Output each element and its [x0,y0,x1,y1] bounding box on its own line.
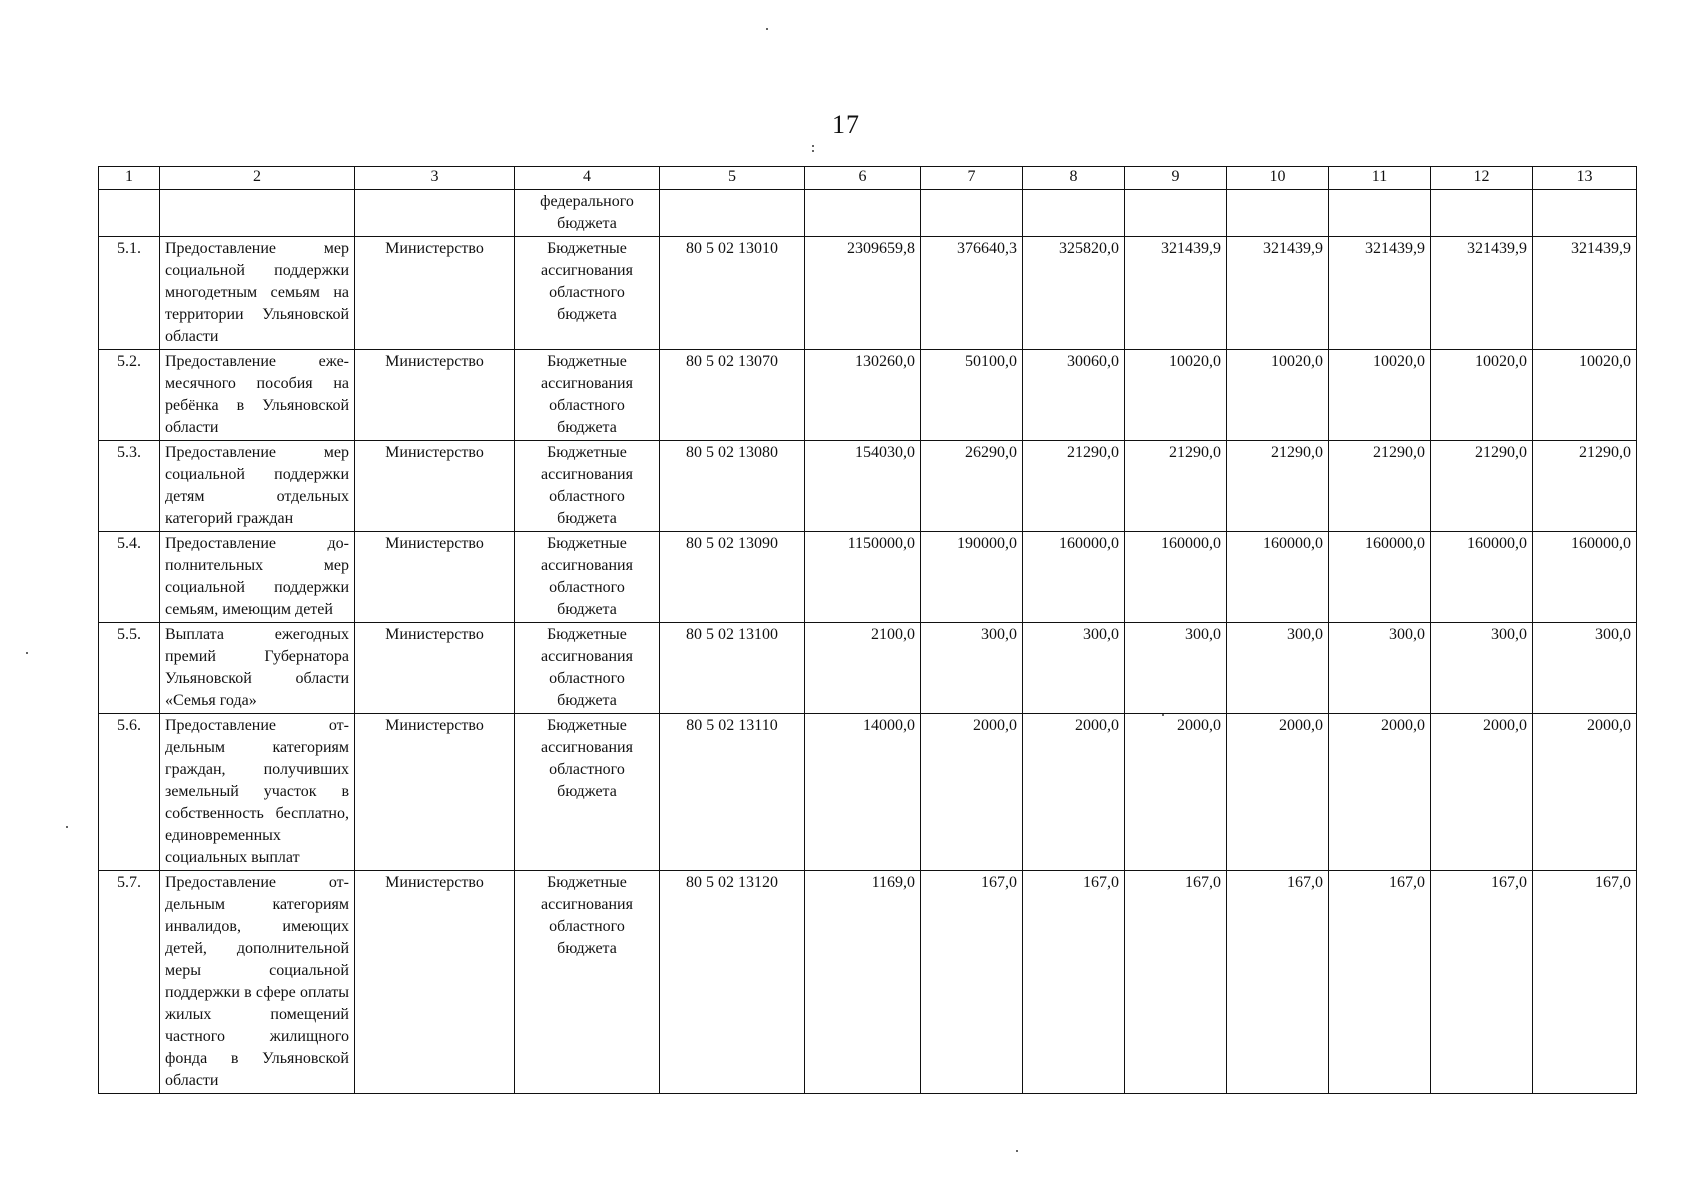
amount-cell: 376640,3 [921,237,1023,350]
amount-cell: 160000,0 [1125,532,1227,623]
amount-cell: 300,0 [1533,623,1637,714]
table-row [99,237,1637,350]
measure-name-cell: Предоставление дополнительных мер социальной поддержки семьям, имеющим детей [160,532,355,623]
amount-cell: 10020,0 [1431,350,1533,441]
amount-cell: 1150000,0 [805,532,921,623]
empty-cell [1023,190,1125,237]
amount-cell: 300,0 [921,623,1023,714]
amount-cell: 167,0 [1023,871,1125,1094]
amount-cell: 2000,0 [921,714,1023,871]
row-number-cell: 5.5. [99,623,160,714]
page-number: 17 [832,110,860,139]
row-number-cell: 5.3. [99,441,160,532]
column-number: 2 [160,167,355,190]
table-row [99,871,1637,1094]
measure-name-cell: Предоставление ежемесячного пособия на ребёнка в Ульяновской области [160,350,355,441]
amount-cell: 26290,0 [921,441,1023,532]
empty-cell [355,190,515,237]
amount-cell: 50100,0 [921,350,1023,441]
empty-cell [660,190,805,237]
amount-cell: 21290,0 [1329,441,1431,532]
column-number: 3 [355,167,515,190]
amount-cell: 321439,9 [1227,237,1329,350]
funding-source-cell: Бюджетные ассигнования областного бюджета [515,532,660,623]
budget-code-cell: 80 5 02 13070 [660,350,805,441]
amount-cell: 10020,0 [1125,350,1227,441]
measure-name-cell: Предоставление мер социальной поддержки многодетным семьям на территории Ульяновской области [160,237,355,350]
column-number-row [99,167,1637,190]
budget-table [98,166,1637,1094]
column-number: 1 [99,167,160,190]
amount-cell: 325820,0 [1023,237,1125,350]
amount-cell: 300,0 [1431,623,1533,714]
amount-cell: 10020,0 [1533,350,1637,441]
amount-cell: 30060,0 [1023,350,1125,441]
executor-cell: Министерство [355,871,515,1094]
funding-source-cell: Бюджетные ассигнования областного бюджета [515,871,660,1094]
measure-name-cell: Предоставление отдельным категориям граждан, получивших земельный участок в собственность бесплатно, единовременных социальных выплат [160,714,355,871]
row-number-cell: 5.1. [99,237,160,350]
amount-cell: 2000,0 [1431,714,1533,871]
empty-cell [1125,190,1227,237]
empty-cell [1431,190,1533,237]
amount-cell: 321439,9 [1125,237,1227,350]
funding-source-cell: Бюджетные ассигнования областного бюджета [515,350,660,441]
amount-cell: 300,0 [1329,623,1431,714]
amount-cell: 21290,0 [1023,441,1125,532]
amount-cell: 167,0 [1533,871,1637,1094]
empty-cell [99,190,160,237]
row-number-cell: 5.2. [99,350,160,441]
empty-cell [160,190,355,237]
amount-cell: 160000,0 [1329,532,1431,623]
column-number: 4 [515,167,660,190]
column-number: 11 [1329,167,1431,190]
empty-cell [805,190,921,237]
column-number: 9 [1125,167,1227,190]
funding-source-cell: Бюджетные ассигнования областного бюджета [515,237,660,350]
amount-cell: 21290,0 [1125,441,1227,532]
measure-name-cell: Предоставление мер социальной поддержки детям отдельных категорий граждан [160,441,355,532]
amount-cell: 130260,0 [805,350,921,441]
amount-cell: 21290,0 [1533,441,1637,532]
amount-cell: 10020,0 [1329,350,1431,441]
amount-cell: 321439,9 [1533,237,1637,350]
measure-name-cell: Выплата ежегодных премий Губернатора Ульяновской области «Семья года» [160,623,355,714]
continuation-row [99,190,1637,237]
executor-cell: Министерство [355,623,515,714]
executor-cell: Министерство [355,237,515,350]
amount-cell: 21290,0 [1227,441,1329,532]
column-number: 13 [1533,167,1637,190]
measure-name-cell: Предоставление отдельным категориям инвалидов, имеющих детей, дополнительной меры социальной поддержки в сфере оплаты жилых помещений частного жилищного фонда в Ульяновской области [160,871,355,1094]
row-number-cell: 5.4. [99,532,160,623]
column-number: 10 [1227,167,1329,190]
funding-source-cell: Бюджетные ассигнования областного бюджета [515,441,660,532]
table-row [99,623,1637,714]
amount-cell: 300,0 [1227,623,1329,714]
funding-source-cell: федерального бюджета [515,190,660,237]
amount-cell: 300,0 [1125,623,1227,714]
scan-speck [26,652,28,654]
amount-cell: 10020,0 [1227,350,1329,441]
amount-cell: 2000,0 [1125,714,1227,871]
amount-cell: 2000,0 [1533,714,1637,871]
amount-cell: 1169,0 [805,871,921,1094]
amount-cell: 160000,0 [1533,532,1637,623]
amount-cell: 321439,9 [1431,237,1533,350]
table-row [99,532,1637,623]
funding-source-cell: Бюджетные ассигнования областного бюджета [515,714,660,871]
amount-cell: 21290,0 [1431,441,1533,532]
scan-speck [1016,1150,1018,1152]
budget-code-cell: 80 5 02 13080 [660,441,805,532]
amount-cell: 160000,0 [1431,532,1533,623]
budget-code-cell: 80 5 02 13010 [660,237,805,350]
row-number-cell: 5.7. [99,871,160,1094]
column-number: 12 [1431,167,1533,190]
amount-cell: 190000,0 [921,532,1023,623]
executor-cell: Министерство [355,441,515,532]
scan-speck [812,150,814,152]
executor-cell: Министерство [355,350,515,441]
scan-speck [66,826,68,828]
budget-code-cell: 80 5 02 13100 [660,623,805,714]
amount-cell: 14000,0 [805,714,921,871]
amount-cell: 160000,0 [1227,532,1329,623]
executor-cell: Министерство [355,532,515,623]
empty-cell [1533,190,1637,237]
table-row [99,714,1637,871]
column-number: 6 [805,167,921,190]
amount-cell: 2309659,8 [805,237,921,350]
amount-cell: 167,0 [1227,871,1329,1094]
executor-cell: Министерство [355,714,515,871]
scan-speck [766,28,768,30]
column-number: 8 [1023,167,1125,190]
table-row [99,441,1637,532]
budget-code-cell: 80 5 02 13110 [660,714,805,871]
amount-cell: 321439,9 [1329,237,1431,350]
amount-cell: 2000,0 [1329,714,1431,871]
funding-source-cell: Бюджетные ассигнования областного бюджета [515,623,660,714]
amount-cell: 300,0 [1023,623,1125,714]
amount-cell: 2000,0 [1227,714,1329,871]
empty-cell [921,190,1023,237]
amount-cell: 154030,0 [805,441,921,532]
empty-cell [1227,190,1329,237]
column-number: 5 [660,167,805,190]
amount-cell: 167,0 [1125,871,1227,1094]
scan-speck [812,145,814,147]
amount-cell: 167,0 [1329,871,1431,1094]
amount-cell: 160000,0 [1023,532,1125,623]
column-number: 7 [921,167,1023,190]
row-number-cell: 5.6. [99,714,160,871]
amount-cell: 167,0 [921,871,1023,1094]
budget-code-cell: 80 5 02 13120 [660,871,805,1094]
empty-cell [1329,190,1431,237]
table-row [99,350,1637,441]
table-body [99,167,1637,1094]
amount-cell: 2100,0 [805,623,921,714]
amount-cell: 2000,0 [1023,714,1125,871]
budget-code-cell: 80 5 02 13090 [660,532,805,623]
amount-cell: 167,0 [1431,871,1533,1094]
